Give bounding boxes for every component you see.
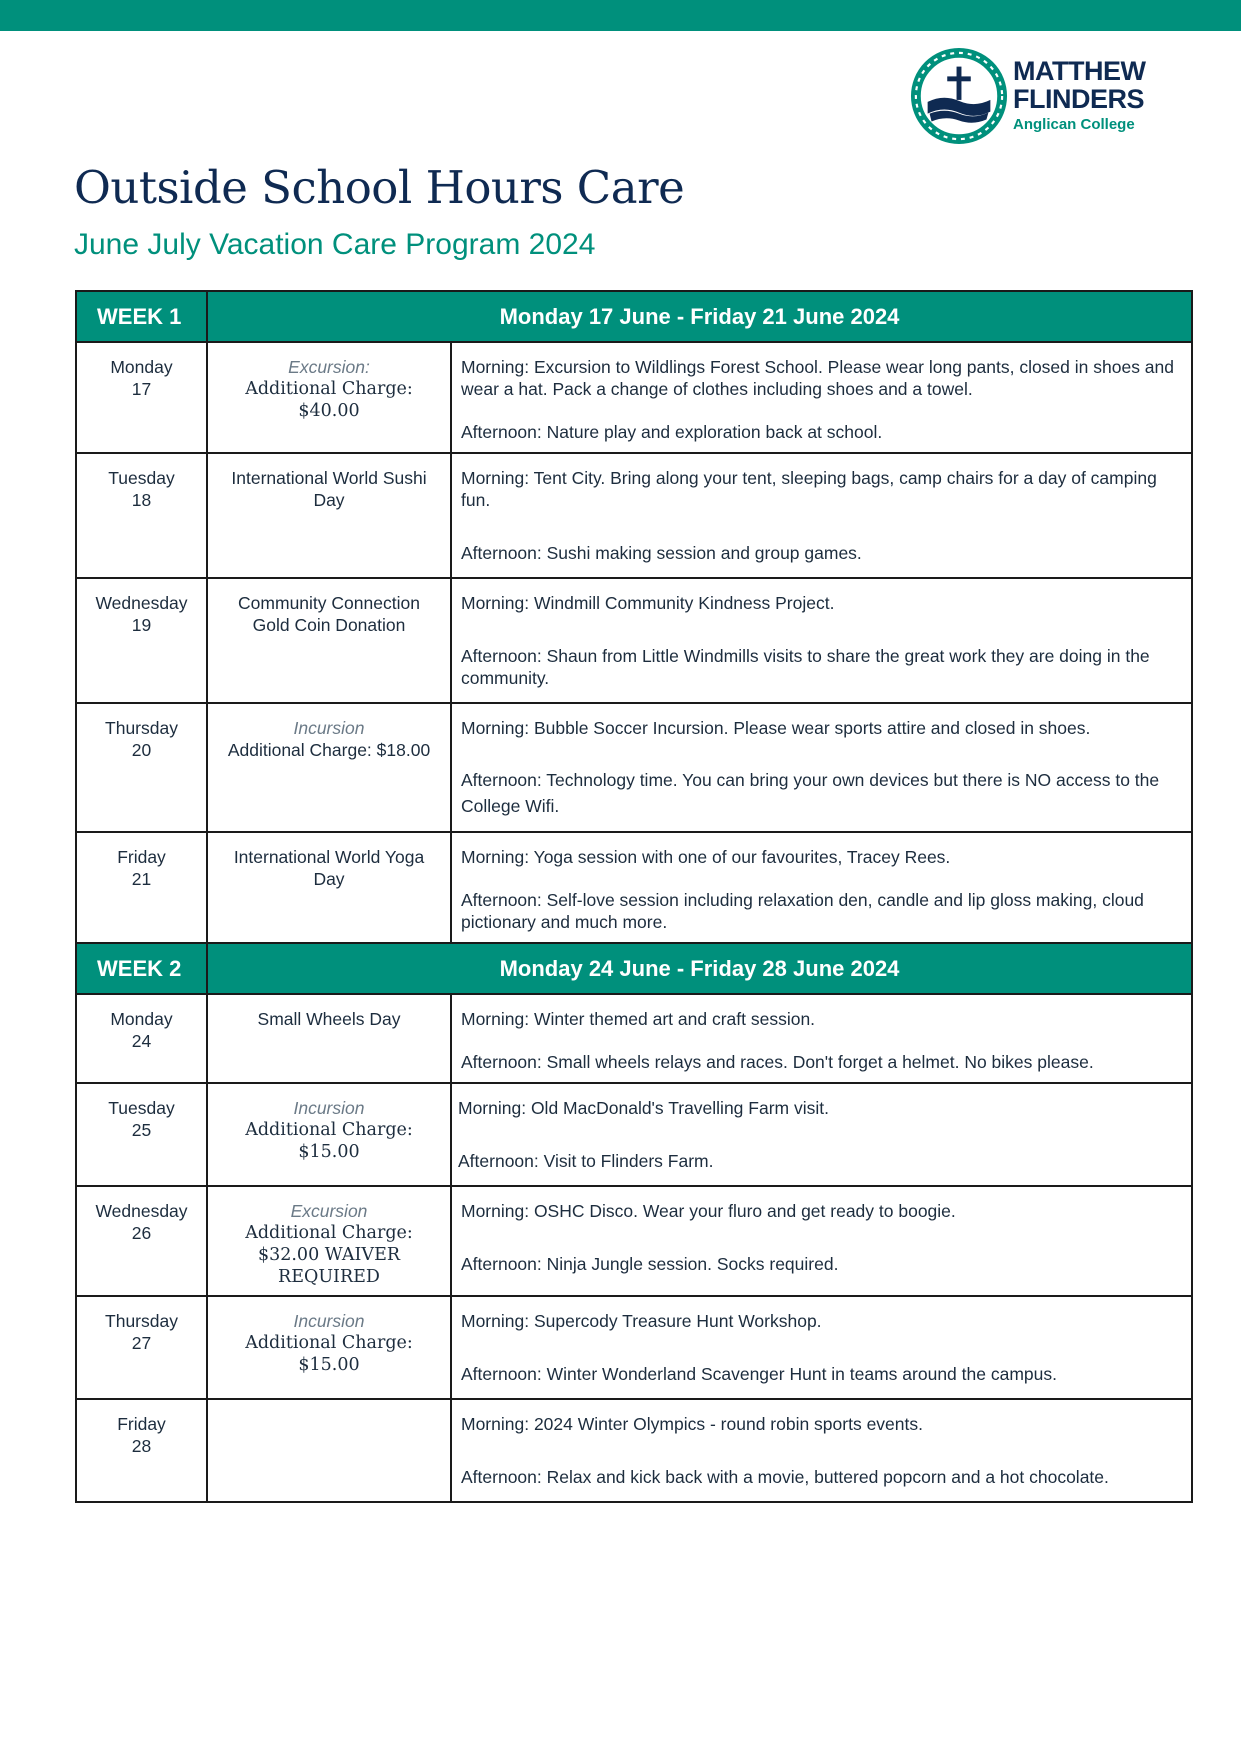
morning-activity: Morning: Old MacDonald's Travelling Farm visit. (458, 1098, 829, 1118)
day-name: Thursday (105, 1311, 178, 1331)
page-title: Outside School Hours Care (74, 161, 685, 214)
day-row (76, 453, 1192, 578)
afternoon-activity: Afternoon: Visit to Flinders Farm. (458, 1151, 714, 1171)
theme-cell (207, 832, 451, 943)
top-accent-bar (0, 0, 1241, 31)
theme-cell (207, 1296, 451, 1399)
week-header-row (76, 943, 1192, 994)
day-date: 27 (131, 1333, 152, 1353)
theme-cell (207, 703, 451, 832)
activity-cell (451, 578, 1192, 703)
day-date: 19 (131, 615, 152, 635)
morning-activity: Morning: Excursion to Wildlings Forest School. Please wear long pants, closed in shoes and wear a hat. Pack a change of clothes including shoes and a towel. (461, 357, 1175, 399)
morning-activity: Morning: 2024 Winter Olympics - round robin sports events. (461, 1414, 923, 1434)
activity-cell (451, 1083, 1192, 1186)
activity-cell (451, 1399, 1192, 1502)
day-theme: Community Connection Gold Coin Donation (238, 593, 420, 635)
day-row (76, 1186, 1192, 1296)
day-date: 20 (131, 740, 152, 760)
day-row (76, 342, 1192, 453)
activity-cell (451, 453, 1192, 578)
additional-charge: Additional Charge: $18.00 (227, 740, 431, 760)
morning-activity: Morning: Windmill Community Kindness Project. (461, 593, 835, 613)
day-cell (76, 994, 207, 1083)
day-name: Wednesday (95, 593, 188, 613)
logo-wordmark (1013, 57, 1145, 136)
week-label: WEEK 1 (76, 291, 207, 342)
day-cell (76, 1399, 207, 1502)
afternoon-activity: Afternoon: Small wheels relays and races. Don't forget a helmet. No bikes please. (461, 1052, 1094, 1072)
day-row (76, 994, 1192, 1083)
day-row (76, 703, 1192, 832)
afternoon-activity: Afternoon: Relax and kick back with a movie, buttered popcorn and a hot chocolate. (461, 1467, 1109, 1487)
day-theme: International World Yoga Day (233, 847, 425, 889)
afternoon-activity: Afternoon: Ninja Jungle session. Socks required. (461, 1254, 839, 1274)
day-name: Thursday (105, 718, 178, 738)
activity-cell (451, 832, 1192, 943)
afternoon-activity: Afternoon: Nature play and exploration back at school. (461, 422, 883, 442)
day-theme: Small Wheels Day (257, 1009, 401, 1029)
additional-charge: Additional Charge: $15.00 (245, 1120, 413, 1162)
day-name: Friday (117, 1414, 166, 1434)
day-cell (76, 1186, 207, 1296)
activity-type: Incursion (293, 1098, 365, 1118)
theme-cell (207, 578, 451, 703)
activity-type: Incursion (293, 1311, 365, 1331)
day-row (76, 832, 1192, 943)
day-date: 25 (131, 1120, 152, 1140)
afternoon-activity: Afternoon: Self-love session including relaxation den, candle and lip gloss making, cloud pictionary and much more. (461, 890, 1144, 932)
theme-cell (207, 1186, 451, 1296)
afternoon-activity: Afternoon: Sushi making session and group games. (461, 543, 862, 563)
activity-cell (451, 1296, 1192, 1399)
day-cell (76, 453, 207, 578)
theme-cell (207, 994, 451, 1083)
morning-activity: Morning: Yoga session with one of our favourites, Tracey Rees. (461, 847, 951, 867)
schedule-table (75, 290, 1193, 1503)
day-row (76, 578, 1192, 703)
additional-charge: Additional Charge: $40.00 (245, 379, 413, 421)
activity-cell (451, 994, 1192, 1083)
afternoon-activity: Afternoon: Winter Wonderland Scavenger Hunt in teams around the campus. (461, 1364, 1057, 1384)
morning-activity: Morning: Bubble Soccer Incursion. Please wear sports attire and closed in shoes. (461, 718, 1091, 738)
day-cell (76, 578, 207, 703)
page-subtitle: June July Vacation Care Program 2024 (74, 228, 596, 261)
day-row (76, 1296, 1192, 1399)
additional-charge: Additional Charge: $32.00 WAIVER REQUIRED (245, 1223, 413, 1287)
day-name: Monday (110, 1009, 173, 1029)
day-name: Tuesday (108, 468, 175, 488)
week-dates: Monday 17 June - Friday 21 June 2024 (207, 291, 1192, 342)
day-theme: International World Sushi Day (231, 468, 427, 510)
day-date: 26 (131, 1223, 152, 1243)
week-header-row (76, 291, 1192, 342)
day-name: Monday (110, 357, 173, 377)
day-name: Tuesday (108, 1098, 175, 1118)
day-date: 21 (131, 869, 152, 889)
activity-cell (451, 703, 1192, 832)
activity-type: Excursion: (288, 357, 370, 377)
logo-line-2: FLINDERS (1013, 84, 1144, 114)
morning-activity: Morning: Tent City. Bring along your tent, sleeping bags, camp chairs for a day of camping fun. (461, 468, 1157, 510)
theme-cell (207, 1083, 451, 1186)
additional-charge: Additional Charge: $15.00 (245, 1333, 413, 1375)
day-date: 24 (131, 1031, 152, 1051)
activity-type: Incursion (293, 718, 365, 738)
day-cell (76, 342, 207, 453)
day-cell (76, 703, 207, 832)
day-row (76, 1083, 1192, 1186)
afternoon-activity: Afternoon: Technology time. You can bring your own devices but there is NO access to the College Wifi. (461, 770, 1160, 816)
morning-activity: Morning: Winter themed art and craft session. (461, 1009, 816, 1029)
morning-activity: Morning: OSHC Disco. Wear your fluro and get ready to boogie. (461, 1201, 956, 1221)
day-date: 28 (131, 1436, 152, 1456)
activity-type: Excursion (290, 1201, 368, 1221)
college-crest-icon (910, 47, 1008, 145)
day-cell (76, 832, 207, 943)
morning-activity: Morning: Supercody Treasure Hunt Workshop. (461, 1311, 822, 1331)
day-name: Friday (117, 847, 166, 867)
week-dates: Monday 24 June - Friday 28 June 2024 (207, 943, 1192, 994)
theme-cell (207, 1399, 451, 1502)
logo-line-3: Anglican College (1013, 116, 1135, 133)
day-name: Wednesday (95, 1201, 188, 1221)
day-row (76, 1399, 1192, 1502)
day-cell (76, 1083, 207, 1186)
theme-cell (207, 453, 451, 578)
day-date: 18 (131, 490, 152, 510)
college-logo (910, 47, 1160, 145)
day-date: 17 (131, 379, 152, 399)
theme-cell (207, 342, 451, 453)
day-cell (76, 1296, 207, 1399)
week-label: WEEK 2 (76, 943, 207, 994)
activity-cell (451, 342, 1192, 453)
activity-cell (451, 1186, 1192, 1296)
logo-line-1: MATTHEW (1013, 56, 1146, 86)
afternoon-activity: Afternoon: Shaun from Little Windmills visits to share the great work they are doing in the community. (461, 646, 1150, 688)
